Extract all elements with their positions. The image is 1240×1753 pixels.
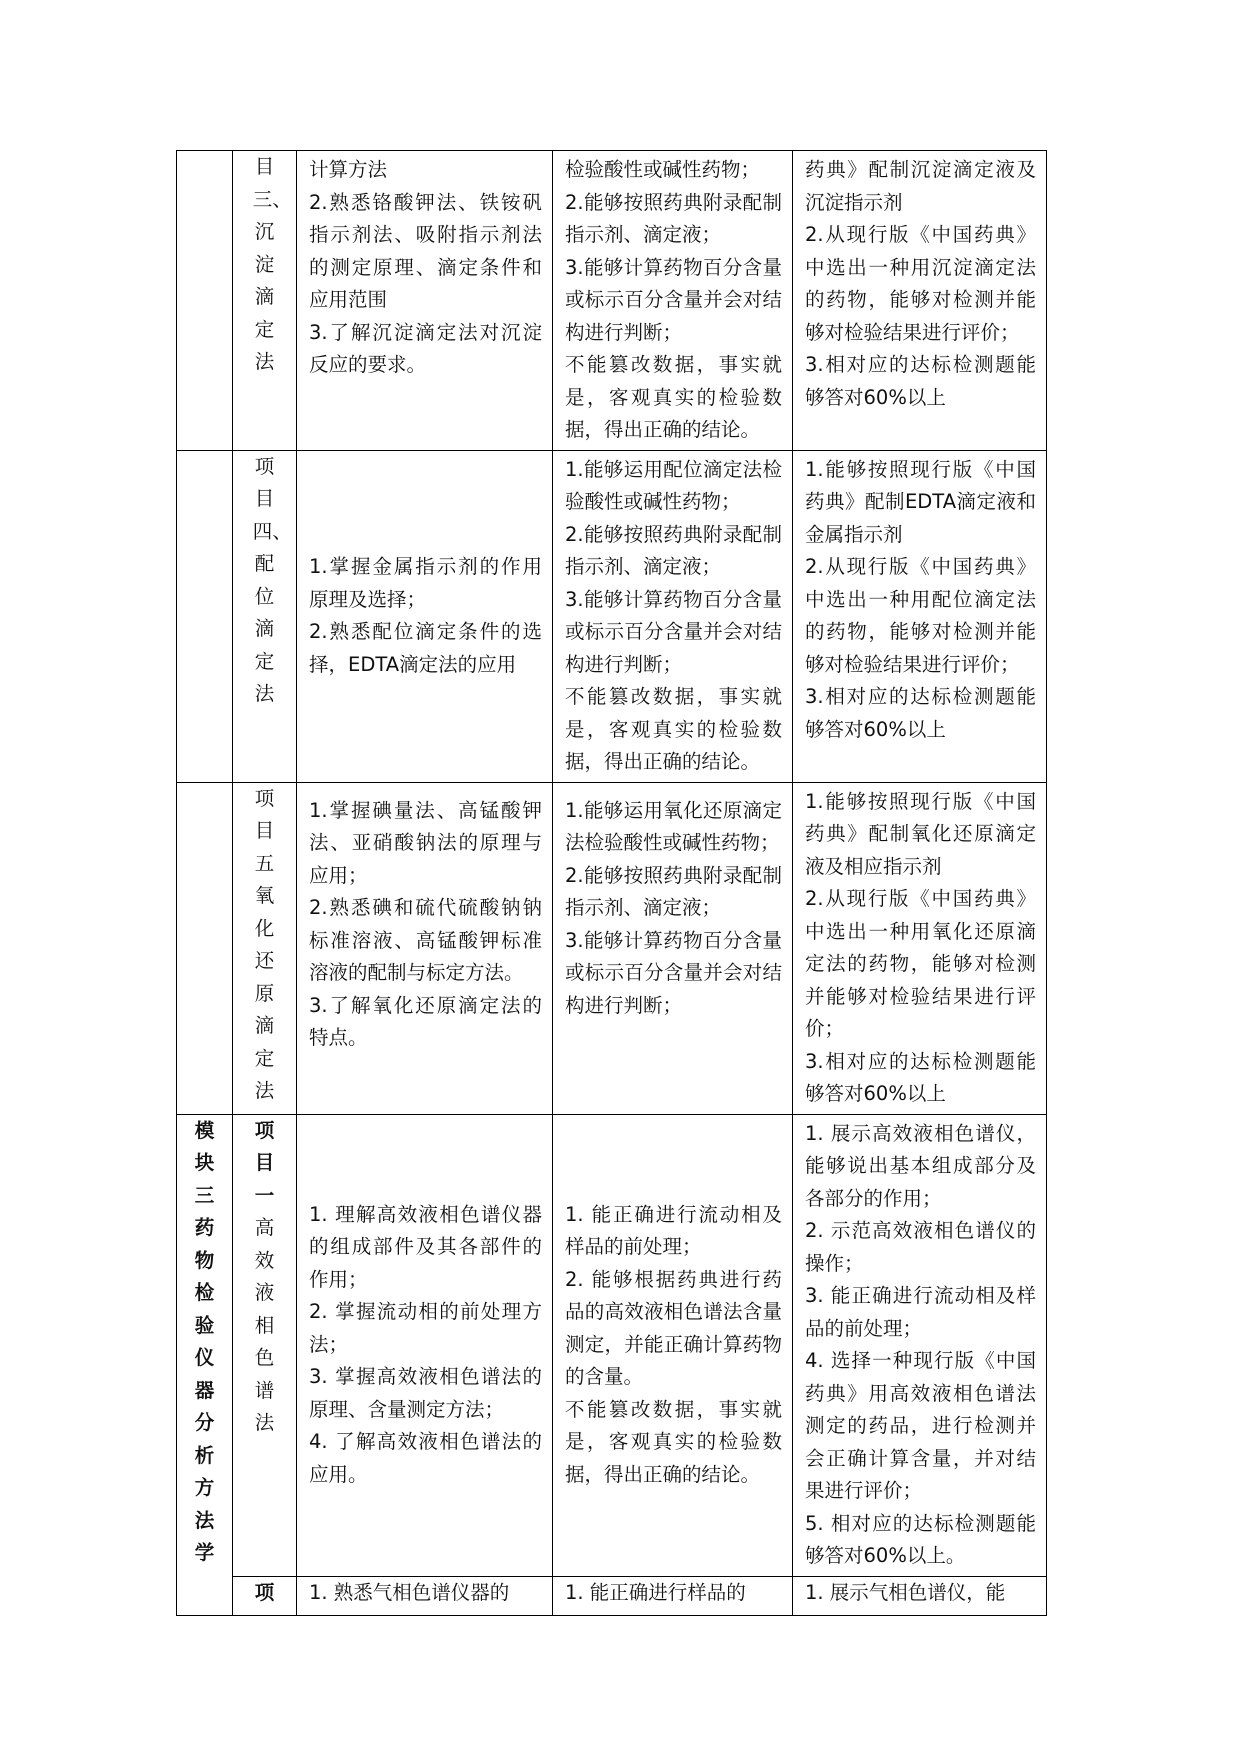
practice-text: 药典》配制沉淀滴定液及沉淀指示剂 2.从现行版《中国药典》中选出一种用沉淀滴定法的药物，能够对检测并能够对检验结果进行评价； 3.相对应的达标检测题能够答对60%以上: [805, 158, 1036, 409]
table-row: [177, 1114, 1047, 1576]
project-cell: [233, 1114, 297, 1576]
project-cell: [233, 450, 297, 782]
knowledge-cell: [297, 151, 553, 451]
skill-text: 1. 能正确进行样品的: [565, 1580, 746, 1604]
table-row: [177, 151, 1047, 451]
knowledge-text: 1.掌握金属指示剂的作用原理及选择； 2.熟悉配位滴定条件的选择，EDTA滴定法的应用: [309, 555, 542, 676]
skill-text: 1.能够运用配位滴定法检验酸性或碱性药物； 2.能够按照药典附录配制指示剂、滴定液； 3.能够计算药物百分含量或标示百分含量并会对结构进行判断； 不能篡改数据，事实就是，客观真实的检验数据，得出正确的结论。: [565, 457, 782, 773]
knowledge-text: 1. 熟悉气相色谱仪器的: [309, 1580, 510, 1604]
project-title: [253, 1115, 276, 1440]
curriculum-table: [176, 150, 1047, 1616]
practice-text: 1. 展示气相色谱仪，能: [805, 1580, 1006, 1604]
skill-text: 1.能够运用氧化还原滴定法检验酸性或碱性药物； 2.能够按照药典附录配制指示剂、滴定液； 3.能够计算药物百分含量或标示百分含量并会对结构进行判断；: [565, 798, 782, 1017]
practice-cell: [793, 1576, 1047, 1615]
project-title: 项: [254, 1580, 275, 1604]
practice-text: 1.能够按照现行版《中国药典》配制氧化还原滴定液及相应指示剂 2.从现行版《中国药典》中选出一种用氧化还原滴定法的药物，能够对检测并能够对检验结果进行评价； 3.相对应的达标检测题能够答对60%以上: [805, 789, 1036, 1105]
project-number: 项目一: [254, 1118, 275, 1207]
practice-text: 1. 展示高效液相色谱仪，能够说出基本组成部分及各部分的作用； 2. 示范高效液相色谱仪的操作； 3. 能正确进行流动相及样品的前处理； 4. 选择一种现行版《中国药典》用高效液相色谱法测定的药品，进行检测并会正确计算含量，并对结果进行评价； 5. 相对应的达标检测题能够答对60%以上。: [805, 1121, 1036, 1567]
project-cell: [233, 1576, 297, 1615]
project-name: 高效液相色谱法: [254, 1216, 275, 1434]
skill-cell: [553, 1114, 793, 1576]
skill-cell: [553, 450, 793, 782]
module-cell: [177, 782, 233, 1114]
project-title: 目三、沉淀滴定法: [252, 155, 292, 373]
practice-cell: [793, 1114, 1047, 1576]
practice-text: 1.能够按照现行版《中国药典》配制EDTA滴定液和金属指示剂 2.从现行版《中国药典》中选出一种用配位滴定法的药物，能够对检测并能够对检验结果进行评价； 3.相对应的达标检测题能够答对60%以上: [805, 457, 1036, 741]
practice-cell: [793, 782, 1047, 1114]
skill-cell: [553, 1576, 793, 1615]
table-row: [177, 1576, 1047, 1615]
module-cell: [177, 151, 233, 451]
module-cell: [177, 1114, 233, 1615]
knowledge-text: 计算方法 2.熟悉铬酸钾法、铁铵矾指示剂法、吸附指示剂法的测定原理、滴定条件和应用范围 3.了解沉淀滴定法对沉淀反应的要求。: [309, 158, 542, 376]
skill-text: 1. 能正确进行流动相及样品的前处理； 2. 能够根据药典进行药品的高效液相色谱法含量测定，并能正确计算药物的含量。 不能篡改数据，事实就是，客观真实的检验数据，得出正确的结论。: [565, 1202, 782, 1486]
module-title: 模块三药物检验仪器分析方法学: [194, 1118, 215, 1564]
practice-cell: [793, 151, 1047, 451]
knowledge-cell: [297, 1576, 553, 1615]
table-row: [177, 450, 1047, 782]
skill-cell: [553, 782, 793, 1114]
project-title: 项目四、配位滴定法: [252, 454, 292, 705]
table-row: [177, 782, 1047, 1114]
knowledge-text: 1.掌握碘量法、高锰酸钾法、亚硝酸钠法的原理与应用； 2.熟悉碘和硫代硫酸钠钠标准溶液、高锰酸钾标准溶液的配制与标定方法。 3.了解氧化还原滴定法的特点。: [309, 798, 542, 1049]
module-cell: [177, 450, 233, 782]
project-cell: [233, 151, 297, 451]
practice-cell: [793, 450, 1047, 782]
project-cell: [233, 782, 297, 1114]
project-title: 项目五氧化还原滴定法: [254, 786, 275, 1102]
knowledge-text: 1. 理解高效液相色谱仪器的组成部件及其各部件的作用； 2. 掌握流动相的前处理方法； 3. 掌握高效液相色谱法的原理、含量测定方法； 4. 了解高效液相色谱法的应用。: [309, 1202, 542, 1486]
skill-text: 检验酸性或碱性药物； 2.能够按照药典附录配制指示剂、滴定液； 3.能够计算药物百分含量或标示百分含量并会对结构进行判断； 不能篡改数据，事实就是，客观真实的检验数据，得出正确的结论。: [565, 158, 782, 441]
skill-cell: [553, 151, 793, 451]
knowledge-cell: [297, 1114, 553, 1576]
knowledge-cell: [297, 782, 553, 1114]
knowledge-cell: [297, 450, 553, 782]
